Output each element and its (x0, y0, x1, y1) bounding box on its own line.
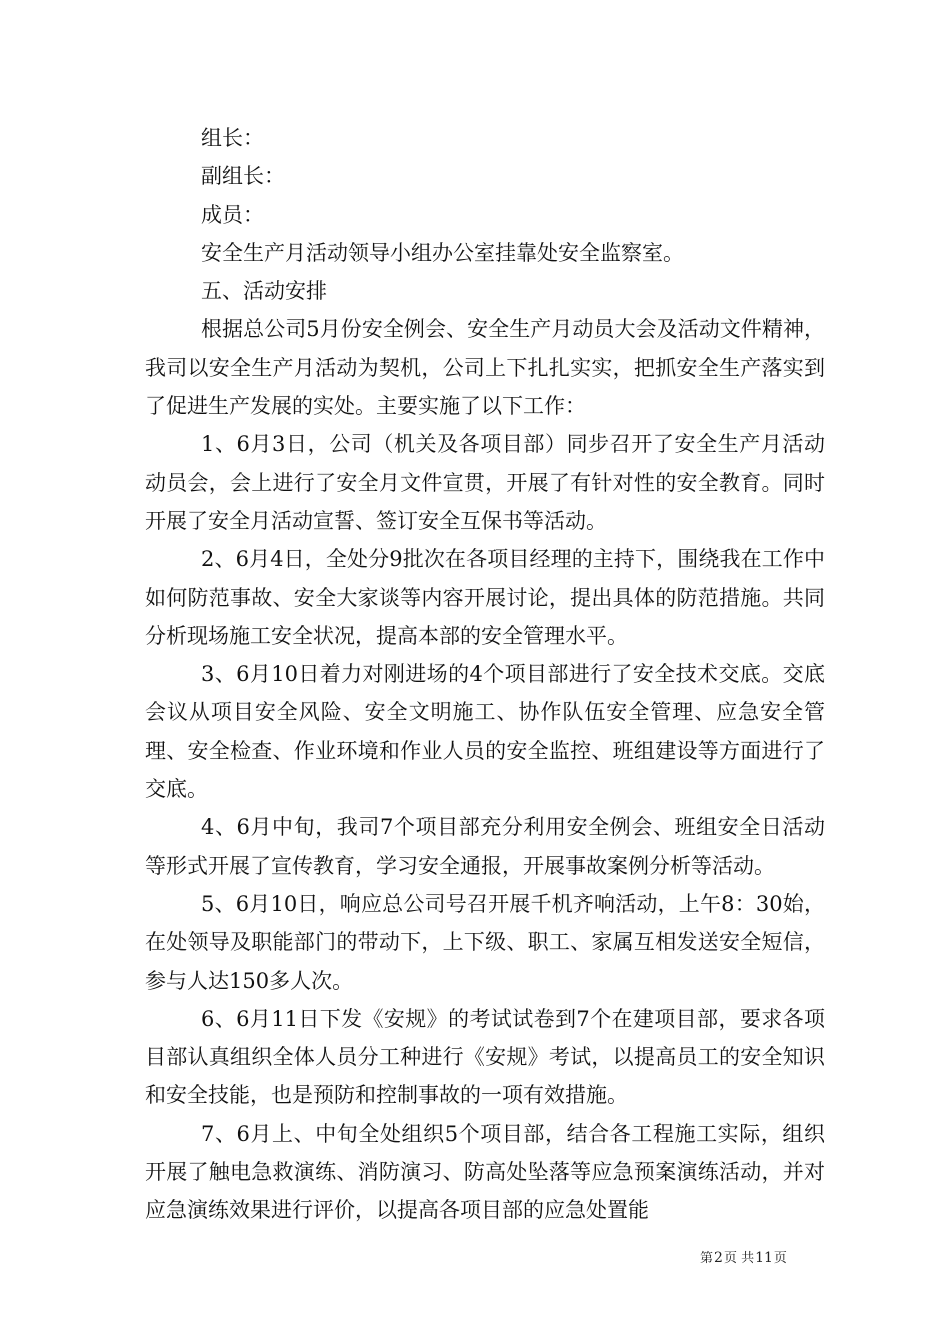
paragraph-item-1: 1、6月3日，公司（机关及各项目部）同步召开了安全生产月活动动员会，会上进行了安全月文件宣贯，开展了有针对性的安全教育。同时开展了安全月活动宣誓、签订安全互保书等活动。 (145, 432, 825, 533)
footer-prefix: 第 (700, 1251, 714, 1266)
footer-total-pages: 11 (755, 1250, 773, 1266)
paragraph-item-7: 7、6月上、中旬全处组织5个项目部，结合各工程施工实际，组织开展了触电急救演练、消防演习、防高处坠落等应急预案演练活动，并对应急演练效果进行评价，以提高各项目部的应急处置能 (145, 1121, 825, 1223)
page-footer (700, 1247, 787, 1266)
paragraph-item-5: 5、6月10日，响应总公司号召开展千机齐响活动，上午8：30始，在处领导及职能部门的带动下，上下级、职工、家属互相发送安全短信，参与人达150多人次。 (145, 891, 825, 993)
paragraph-intro: 根据总公司5月份安全例会、安全生产月动员大会及活动文件精神，我司以安全生产月活动为契机，公司上下扎扎实实，把抓安全生产落实到了促进生产发展的实处。主要实施了以下工作： (145, 317, 825, 419)
footer-suffix: 页 (773, 1251, 787, 1266)
paragraph-item-6: 6、6月11日下发《安规》的考试试卷到7个在建项目部，要求各项目部认真组织全体人员分工种进行《安规》考试，以提高员工的安全知识和安全技能，也是预防和控制事故的一项有效措施。 (145, 1006, 825, 1108)
footer-page-number: 2 (714, 1250, 723, 1266)
paragraph-item-4: 4、6月中旬，我司7个项目部充分利用安全例会、班组安全日活动等形式开展了宣传教育，学习安全通报，开展事故案例分析等活动。 (145, 815, 825, 878)
paragraph-group-leader: 组长： (201, 126, 264, 150)
footer-middle: 页 共 (723, 1251, 755, 1266)
document-body (145, 119, 825, 1230)
section-heading-activity-arrangement: 五、活动安排 (201, 279, 327, 304)
paragraph-item-2: 2、6月4日，全处分9批次在各项目经理的主持下，围绕我在工作中如何防范事故、安全大家谈等内容开展讨论，提出具体的防范措施。共同分析现场施工安全状况，提高本部的安全管理水平。 (145, 547, 825, 648)
paragraph-members: 成员： (201, 202, 264, 227)
paragraph-deputy-leader: 副组长： (201, 164, 285, 189)
paragraph-item-3: 3、6月10日着力对刚进场的4个项目部进行了安全技术交底。交底会议从项目安全风险、安全文明施工、协作队伍安全管理、应急安全管理、安全检查、作业环境和作业人员的安全监控、班组建设等方面进行了交底。 (145, 662, 825, 802)
paragraph-office: 安全生产月活动领导小组办公室挂靠处安全监察室。 (201, 240, 684, 265)
